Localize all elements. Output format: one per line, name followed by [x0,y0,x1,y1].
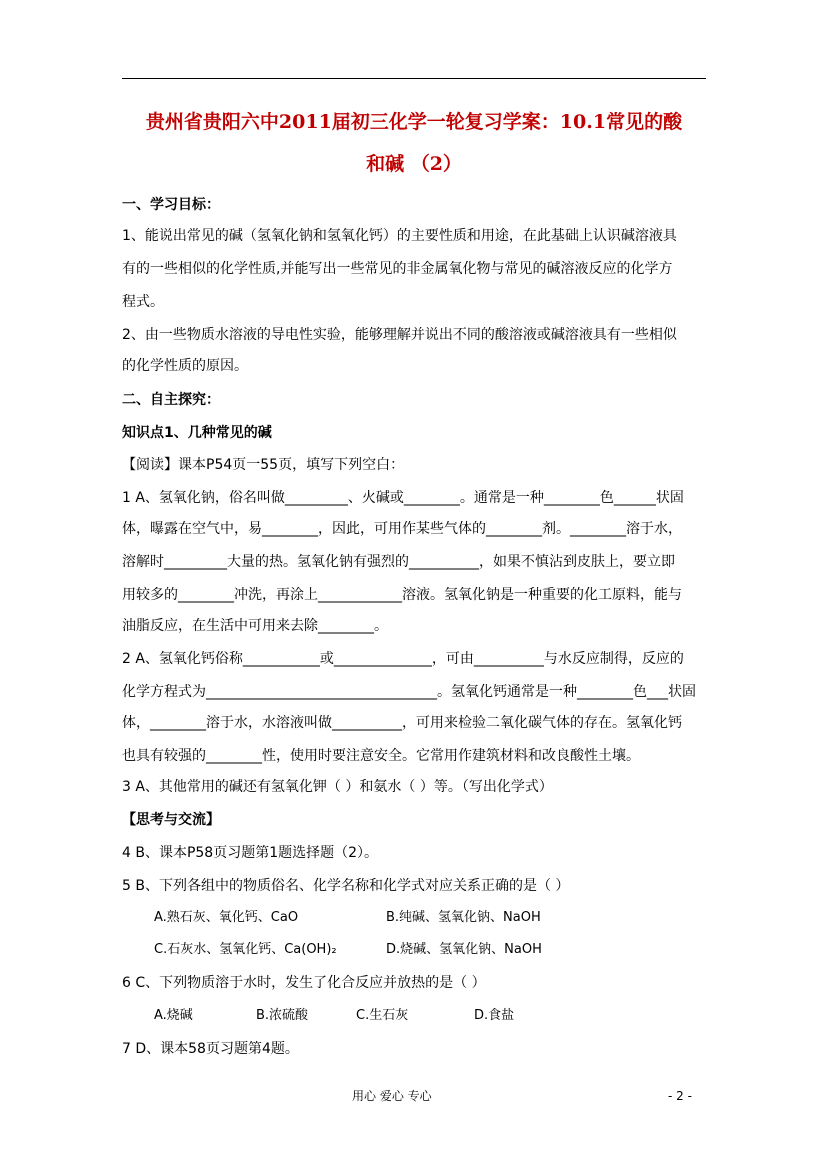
question-6-option-d: D.食盐 [474,1008,515,1023]
question-2-line-3: 体，________溶于水，水溶液叫做__________，可用来检验二氧化碳气体的存在。氢氧化钙 [122,715,682,731]
question-2-line-4: 也具有较强的________性，使用时要注意安全。它常用作建筑材料和改良酸性土壤。 [122,748,640,764]
question-1-line-3: 溶解时_________大量的热。氢氧化钠有强烈的__________，如果不慎沾到皮肤上，要立即 [122,554,675,570]
objective-1-line-2: 有的一些相似的化学性质,并能写出一些常见的非金属氧化物与常见的碱溶液反应的化学方 [122,261,673,277]
section-heading-exploration: 二、自主探究： [122,392,220,408]
question-5-option-d: D.烧碱、氢氧化钠、NaOH [386,942,542,957]
document-title-line2: 和碱 （2） [366,153,462,175]
question-2-line-2: 化学方程式为_________________________________。氢氧化钙通常是一种________色___状固 [122,684,696,700]
question-7-line-1: 7 D、课本58页习题第4题。 [122,1041,299,1057]
question-6-option-a: A.烧碱 [154,1008,193,1023]
question-6-line-1: 6 C、下列物质溶于水时，发生了化合反应并放热的是（ ） [122,975,486,991]
think-and-discuss-heading: 【思考与交流】 [122,812,220,828]
objective-2-line-1: 2、由一些物质水溶液的导电性实验，能够理解并说出不同的酸溶液或碱溶液具有一些相似 [122,327,677,343]
question-3-line-1: 3 A、其他常用的碱还有氢氧化钾（ ）和氨水（ ）等。（写出化学式） [122,779,553,795]
question-6-option-b: B.浓硫酸 [256,1008,309,1023]
question-1-line-5: 油脂反应，在生活中可用来去除________。 [122,618,388,634]
question-5-option-a: A.熟石灰、氧化钙、CaO [154,910,299,925]
question-6-option-c: C.生石灰 [356,1008,409,1023]
question-4-line-1: 4 B、课本P58页习题第1题选择题（2）。 [122,845,379,861]
page-number: - 2 - [668,1089,692,1103]
header-rule [122,78,706,79]
document-title-line1: 贵州省贵阳六中2011届初三化学一轮复习学案：10.1常见的酸 [145,111,683,133]
section-heading-objectives: 一、学习目标： [122,197,220,213]
knowledge-point-1-heading: 知识点1、几种常见的碱 [122,425,272,441]
question-5-line-1: 5 B、下列各组中的物质俗名、化学名称和化学式对应关系正确的是（ ） [122,878,570,894]
question-1-line-4: 用较多的________冲洗，再涂上____________溶液。氢氧化钠是一种重要的化工原料，能与 [122,587,682,603]
objective-1-line-3: 程式。 [122,294,164,310]
footer-motto: 用心 爱心 专心 [352,1089,432,1103]
question-5-option-c: C.石灰水、氢氧化钙、Ca(OH)₂ [154,942,337,957]
question-5-option-b: B.纯碱、氢氧化钠、NaOH [386,910,541,925]
objective-1-line-1: 1、能说出常见的碱（氢氧化钠和氢氧化钙）的主要性质和用途，在此基础上认识碱溶液具 [122,228,677,244]
objective-2-line-2: 的化学性质的原因。 [122,358,248,374]
question-2-line-1: 2 A、氢氧化钙俗称___________或______________，可由__________与水反应制得，反应的 [122,651,684,667]
question-1-line-2: 体，曝露在空气中，易________，因此，可用作某些气体的________剂。________溶于水， [122,521,682,537]
reading-instruction: 【阅读】课本P54页一55页，填写下列空白： [122,457,405,473]
question-1-line-1: 1 A、氢氧化钠，俗名叫做_________、火碱或________。通常是一种________色______状固 [122,490,684,506]
